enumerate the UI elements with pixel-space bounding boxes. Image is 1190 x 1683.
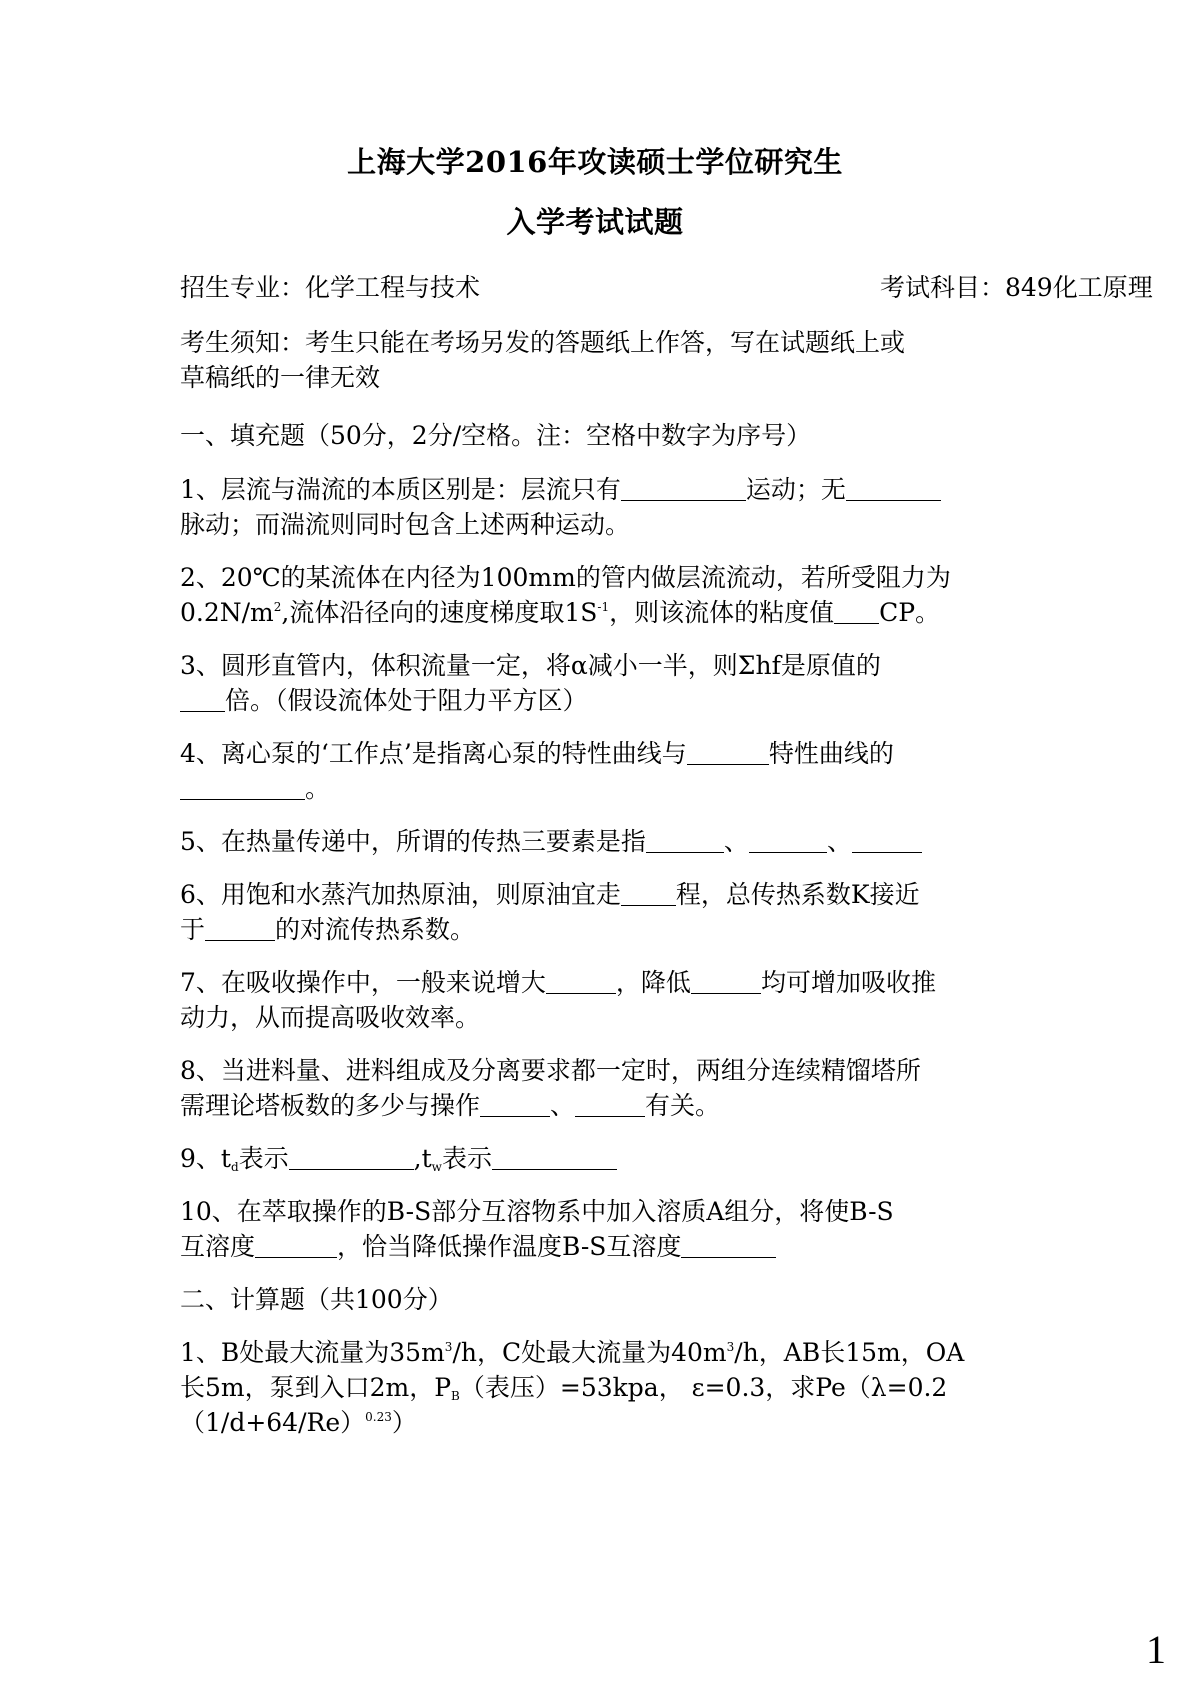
q7-text-a: 7、在吸收操作中，一般来说增大 [180,968,546,997]
q9-subscript: w [431,1160,442,1174]
question-6-line2 [180,912,1020,947]
blank [480,1090,550,1117]
question-5 [180,824,1020,859]
c1-text-f: （1/d+64/Re） [180,1408,366,1437]
q9-text-c: ,t [413,1144,432,1173]
c1-subscript: B [451,1389,460,1403]
blank [546,967,616,994]
c1-text-b: /h，C处最大流量为40m [452,1338,727,1367]
c1-text-e: （表压）=53kpa， ε=0.3，求Pe（λ=0.2 [459,1373,948,1402]
q10-text-c: ，恰当降低操作温度B-S互溶度 [337,1232,682,1261]
header-info-row [180,270,1153,305]
q9-text-b: 表示 [238,1144,289,1173]
q8-text-b: 需理论塔板数的多少与操作 [180,1091,481,1120]
c1-text-c: /h，AB长15m，OA [734,1338,965,1367]
question-3-line2 [180,683,1020,718]
q5-separator: 、 [723,827,749,856]
section2-heading: 二、计算题（共100分） [180,1285,453,1314]
q1-text-a: 1、层流与湍流的本质区别是：层流只有 [180,475,621,504]
question-6-line1 [180,877,1020,912]
notice-line-1: 考生须知：考生只能在考场另发的答题纸上作答，写在试题纸上或 [180,328,906,357]
question-8-line1: 8、当进料量、进料组成及分离要求都一定时，两组分连续精馏塔所 [180,1056,921,1085]
c1-superscript: 3 [726,1340,735,1354]
q2-text-e: CP。 [879,598,941,627]
q6-text-d: 的对流传热系数。 [275,915,476,944]
question-9 [180,1141,1020,1176]
blank [681,1231,776,1258]
c1-superscript: 0.23 [365,1410,392,1424]
q9-subscript: d [230,1160,239,1174]
q6-text-a: 6、用饱和水蒸汽加热原油，则原油宜走 [180,880,621,909]
q5-text-a: 5、在热量传递中，所谓的传热三要素是指 [180,827,646,856]
calc-question-1-line1 [180,1335,1020,1370]
question-7-line2: 动力，从而提高吸收效率。 [180,1003,481,1032]
question-1-line1 [180,472,1020,507]
blank [749,826,827,853]
question-4-line1 [180,736,1020,771]
c1-text-d: 长5m，泵到入口2m，P [180,1373,452,1402]
blank [205,914,275,941]
q2-text-b: 0.2N/m [180,598,274,627]
q5-separator: 、 [826,827,852,856]
major-label: 招生专业：化学工程与技术 [180,273,481,302]
blank [621,879,676,906]
c1-superscript: 3 [444,1340,453,1354]
blank [575,1090,645,1117]
blank [180,773,305,800]
c1-text-g: ） [391,1408,417,1437]
q2-text-c: ,流体沿径向的速度梯度取1S [281,598,598,627]
q3-text-b: 倍。（假设流体处于阻力平方区） [225,686,588,715]
blank [180,685,225,712]
q10-text-b: 互溶度 [180,1232,256,1261]
blank [289,1143,414,1170]
exam-title-line2: 入学考试试题 [506,205,684,239]
q7-text-c: 均可增加吸收推 [760,968,936,997]
q2-superscript: 2 [273,600,282,614]
q8-text-d: 有关。 [645,1091,721,1120]
question-10-line1: 10、在萃取操作的B-S部分互溶物系中加入溶质A组分，将使B-S [180,1197,894,1226]
exam-title-line1: 上海大学2016年攻读硕士学位研究生 [347,145,843,179]
question-10-line2 [180,1229,1020,1264]
question-4-line2 [180,771,1020,806]
q6-text-c: 于 [180,915,206,944]
calc-question-1-line2 [180,1370,1020,1405]
q1-text-b: 运动；无 [745,475,846,504]
question-3-line1: 3、圆形直管内，体积流量一定，将α减小一半，则Σhf是原值的 [180,651,881,680]
blank [846,474,941,501]
question-2-line1: 2、20℃的某流体在内径为100mm的管内做层流流动，若所受阻力为 [180,563,951,592]
blank [492,1143,617,1170]
page-number: 1 [1146,1627,1166,1672]
question-7-line1 [180,965,1020,1000]
question-1-line2: 脉动；而湍流则同时包含上述两种运动。 [180,510,631,539]
question-2-line2 [180,595,1020,630]
subject-label: 考试科目：849化工原理 [880,273,1153,302]
calc-question-1-line3 [180,1405,1020,1440]
q9-text-a: 9、t [180,1144,231,1173]
section1-heading: 一、填充题（50分，2分/空格。注：空格中数字为序号） [180,421,812,450]
q4-text-a: 4、离心泵的‘工作点’是指离心泵的特性曲线与 [180,739,687,768]
blank [621,474,746,501]
c1-text-a: 1、B处最大流量为35m [180,1338,445,1367]
blank [646,826,724,853]
blank [691,967,761,994]
q2-superscript: -1 [597,600,610,614]
q8-text-c: 、 [550,1091,576,1120]
q2-text-d: ，则该流体的粘度值 [609,598,835,627]
notice-line-2: 草稿纸的一律无效 [180,363,381,392]
q7-text-b: ，降低 [615,968,691,997]
q6-text-b: 程，总传热系数K接近 [675,880,920,909]
q9-text-d: 表示 [441,1144,492,1173]
q4-text-b: 特性曲线的 [768,739,894,768]
blank [852,826,922,853]
q4-text-c: 。 [305,774,331,803]
blank [255,1231,337,1258]
question-8-line2 [180,1088,1020,1123]
blank [687,738,769,765]
blank [834,597,879,624]
